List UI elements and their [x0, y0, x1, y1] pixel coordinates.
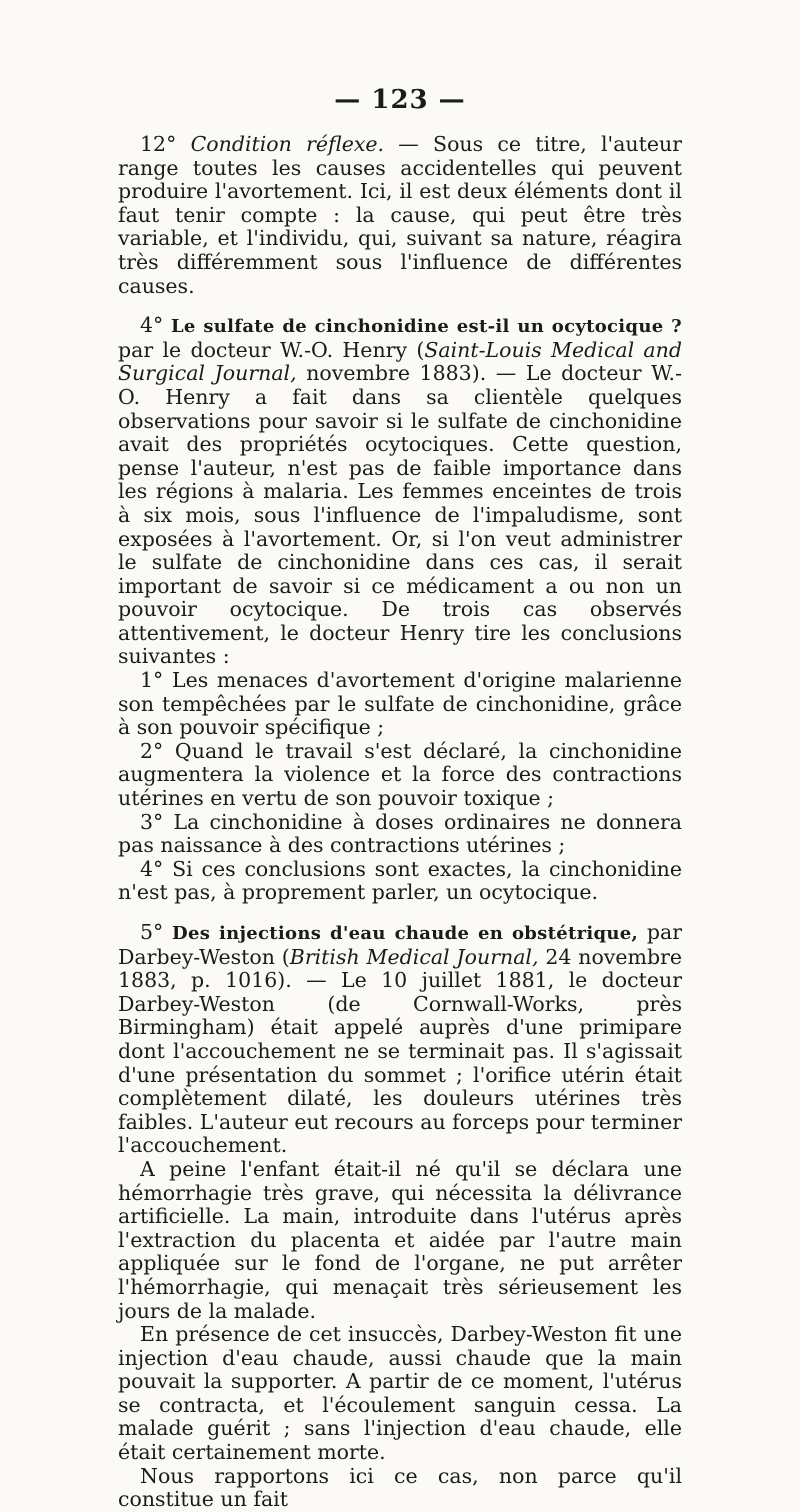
paragraph-reflex-condition — [118, 133, 682, 298]
paragraph-cinchonidine — [118, 314, 682, 669]
item-number: 4° — [140, 313, 171, 338]
paragraph-continued: Nous rapportons ici ce cas, non parce qu'il constitue un fait — [118, 1463, 682, 1512]
item-number: 12° — [140, 132, 191, 156]
conclusion-item: 4° Si ces conclusions sont exactes, la cinchonidine n'est pas, à proprement parler, un ocytocique. — [118, 856, 682, 905]
paragraph-hot-water-injections — [118, 921, 682, 1158]
section-heading: Condition réflexe. — [190, 132, 385, 156]
conclusion-item: 3° La cinchonidine à doses ordinaires ne donnera pas naissance à des contractions utérines ; — [118, 809, 682, 858]
paragraph-text: 24 novembre 1883, p. 1016). — Le 10 juillet 1881, le docteur Darbey-Weston (de Cornwall-Works, près Birmingham) était appelé auprès d'une primipare dont l'accouchement ne se terminait pas. Il s'agissait d'une présentation du sommet ; l'orifice utérin était complètement dilaté, les douleurs utérines très faibles. L'auteur eut recours au forceps pour terminer l'accouchement. — [118, 944, 683, 1158]
conclusion-item: 2° Quand le travail s'est déclaré, la cinchonidine augmentera la violence et la force des contractions utérines en vertu de son pouvoir toxique ; — [118, 738, 682, 811]
paragraph-text: — Sous ce titre, l'auteur range toutes les causes accidentelles qui peuvent produire l'avortement. Ici, il est deux éléments dont il faut tenir compte : la cause, qui peut être très variable, et l'individu, qui, suivant sa nature, réagira très différemment sous l'influence de différentes causes. — [118, 132, 682, 298]
paragraph-text: par Darbey-Weston ( — [118, 920, 682, 969]
journal-title: British Medical Journal, — [289, 944, 539, 969]
paragraph-injection-result: En présence de cet insuccès, Darbey-Weston fit une injection d'eau chaude, aussi chaude que la main pouvait la supporter. A partir de ce moment, l'utérus se contracta, et l'écoulement sanguin cessa. La malade guérit ; sans l'injection d'eau chaude, elle était certainement morte. — [118, 1322, 682, 1465]
paragraph-text: par le docteur W.-O. Henry ( — [118, 337, 425, 362]
paragraph-text: novembre 1883). — Le docteur W.-O. Henry a fait dans sa clientèle quelques observations pour savoir si le sulfate de cinchonidine avait des propriétés ocytociques. Cette question, pense l'auteur, n'est pas de faible importance dans les régions à malaria. Les femmes enceintes de trois à six mois, sous l'influence de l'impaludisme, sont exposées à l'avortement. Or, si l'on veut administrer le sulfate de cinchonidine dans ces cas, il serait important de savoir si ce médicament a ou non un pouvoir ocytocique. De trois cas observés attentivement, le docteur Henry tire les conclusions suivantes : — [118, 361, 683, 669]
page-number: — 123 — — [334, 85, 466, 115]
item-number: 5° — [140, 920, 173, 944]
conclusion-item: 1° Les menaces d'avortement d'origine malarienne son tempêchées par le sulfate de cinchonidine, grâce à son pouvoir spécifique ; — [118, 668, 682, 740]
section-heading: Le sulfate de cinchonidine est-il un ocytocique ? — [170, 316, 682, 338]
paragraph-hemorrhage: A peine l'enfant était-il né qu'il se déclara une hémorrhagie très grave, qui nécessita la délivrance artificielle. La main, introduite dans l'utérus après l'extraction du placenta et aidée par l'autre main appliquée sur le fond de l'organe, ne put arrêter l'hémorrhagie, qui menaçait très sérieusement les jours de la malade. — [118, 1156, 682, 1323]
journal-title: Saint-Louis Medical and Surgical Journal, — [118, 337, 682, 386]
section-heading: Des injections d'eau chaude en obstétrique, — [172, 923, 639, 944]
